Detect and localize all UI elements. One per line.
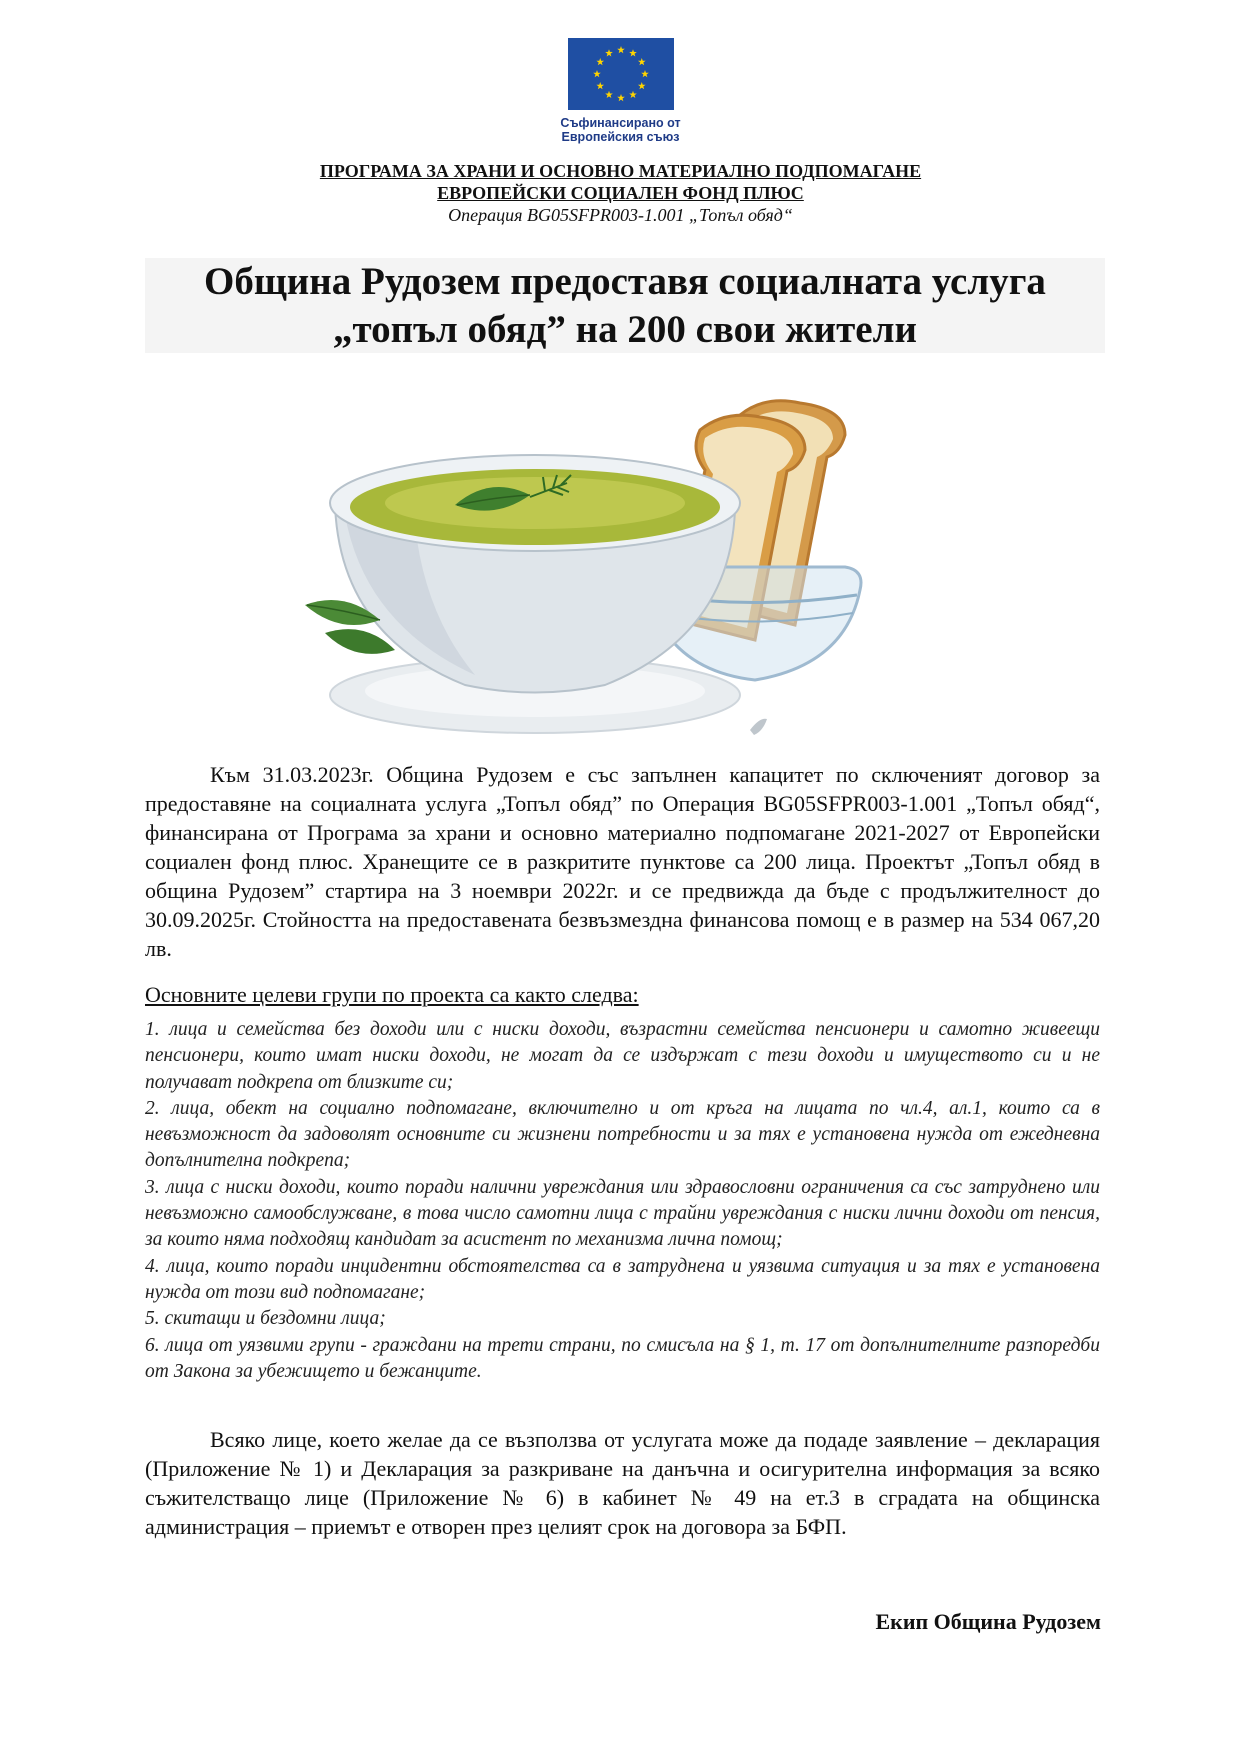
eu-logo-block — [0, 38, 1241, 144]
fund-title: ЕВРОПЕЙСКИ СОЦИАЛЕН ФОНД ПЛЮС — [437, 183, 804, 203]
operation-code: Операция BG05SFPR003-1.001 „Топъл обяд“ — [448, 205, 793, 225]
title-line-2: „топъл обяд” на 200 свои жители — [333, 308, 917, 351]
eu-caption-line1: Съфинансирано от — [560, 116, 681, 130]
list-item: 3. лица с ниски доходи, които поради налични увреждания или здравословни ограничения са със затруднено или невъзможно самообслужване, в това число самотни лица с трайни увреждания с ниски лични доходи от пенсия, за които няма подходящ кандидат за асистент по механизма лична помощ; — [145, 1176, 1100, 1251]
intro-paragraph: Към 31.03.2023г. Община Рудозем е със запълнен капацитет по сключеният договор за предоставяне на социалната услуга „Топъл обяд” по Операция BG05SFPR003-1.001 „Топъл обяд“, финансирана от Програма за храни и основно материално подпомагане 2021-2027 от Европейски социален фонд плюс. Хранещите се в разкритите пунктове са 200 лица. Проектът „Топъл обяд в община Рудозем” стартира на 3 ноември 2022г. и се предвижда да бъде с продължителност до 30.09.2025г. Стойността на предоставената безвъзмездна финансова помощ е в размер на 534 067,20 лв. — [145, 762, 1100, 961]
list-item: 2. лица, обект на социално подпомагане, включително и от кръга на лицата по чл.4, ал.1, които са в невъзможност да задоволят основните си жизнени потребности и за тях е установена нужда от ежедневна допълнителна подкрепа; — [145, 1097, 1100, 1172]
eu-caption — [0, 116, 1241, 144]
application-paragraph: Всяко лице, което желае да се възползва от услугата може да подаде заявление – декларация (Приложение № 1) и Декларация за разкриване на данъчна и осигурителна информация за всяко съжителстващо лице (Приложение № 6) в кабинет № 49 на ет.3 в сградата на общинска администрация – приемът е отворен през целият срок на договора за БФП. — [145, 1427, 1100, 1539]
program-header — [0, 160, 1241, 226]
eu-flag-icon — [568, 38, 674, 110]
signature: Екип Община Рудозем — [875, 1609, 1101, 1634]
target-groups-heading: Основните целеви групи по проекта са както следва: — [145, 982, 639, 1007]
target-groups-list — [145, 1017, 1100, 1385]
title-line-1: Община Рудозем предоставя социалната услуга — [204, 260, 1046, 303]
eu-caption-line2: Европейския съюз — [561, 130, 680, 144]
program-title: ПРОГРАМА ЗА ХРАНИ И ОСНОВНО МАТЕРИАЛНО ПОДПОМАГАНЕ — [319, 161, 922, 181]
spoon-icon — [750, 719, 767, 735]
list-item: 6. лица от уязвими групи - граждани на трети страни, по смисъла на § 1, т. 17 от допълнителните разпоредби от Закона за убежището и бежанците. — [145, 1334, 1100, 1382]
page-title — [145, 258, 1105, 353]
list-item: 4. лица, които поради инцидентни обстоятелства са в затруднена и уязвима ситуация и за тях е установена нужда от този вид подпомагане; — [145, 1255, 1100, 1303]
list-item: 1. лица и семейства без доходи или с ниски доходи, възрастни семейства пенсионери и самотно живеещи пенсионери, които имат ниски доходи, не могат да се издържат с тези доходи и имуществото си и не получават подкрепа от близките си; — [145, 1019, 1100, 1093]
soup-bread-illustration — [305, 395, 865, 755]
list-item: 5. скитащи и бездомни лица; — [145, 1308, 386, 1330]
